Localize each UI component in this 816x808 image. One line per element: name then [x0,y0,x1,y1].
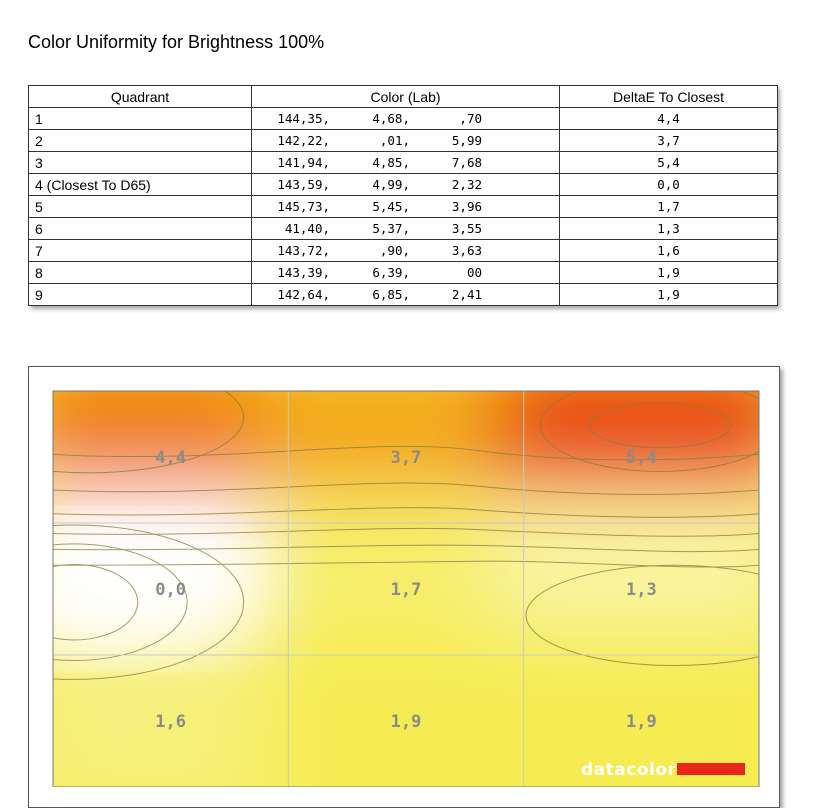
lab-a: 4,85, [372,155,410,170]
lab-a: 6,85, [372,287,410,302]
cell-value-label: 1,6 [155,712,187,732]
lab-b: 7,68 [451,155,482,170]
lab-l: 41,40, [284,221,330,236]
lab-b: 5,99 [451,133,482,148]
lab-l: 144,35, [277,111,330,126]
table-row [29,130,778,152]
lab-l: 141,94, [277,155,330,170]
lab-l: 143,39, [277,265,330,280]
color-lab-cell [252,108,560,130]
deltae-cell: 1,9 [560,284,778,306]
deltae-cell: 1,6 [560,240,778,262]
uniformity-chart-frame [28,366,780,808]
color-lab-cell [252,196,560,218]
lab-a: 5,37, [372,221,410,236]
lab-b: 00 [466,265,482,280]
cell-value-label: 1,7 [390,580,422,600]
lab-l: 142,64, [277,287,330,302]
deltae-cell: 1,7 [560,196,778,218]
color-lab-cell [252,174,560,196]
lab-b: 3,63 [451,243,482,258]
quadrant-cell: 5 [29,196,252,218]
cell-value-label: 3,7 [390,448,422,468]
deltae-cell: 0,0 [560,174,778,196]
quadrant-cell: 1 [29,108,252,130]
lab-a: 4,68, [372,111,410,126]
lab-b: ,70 [459,111,482,126]
cell-value-label: 4,4 [155,448,187,468]
cell-value-label: 1,9 [390,712,422,732]
color-lab-cell [252,240,560,262]
datacolor-logo-bar [677,763,745,775]
color-lab-cell [252,152,560,174]
color-lab-cell [252,130,560,152]
quadrant-cell: 8 [29,262,252,284]
quadrant-cell: 3 [29,152,252,174]
lab-a: ,01, [379,133,410,148]
lab-l: 145,73, [277,199,330,214]
header-quadrant: Quadrant [29,86,252,108]
lab-l: 143,59, [277,177,330,192]
color-lab-cell [252,284,560,306]
lab-a: 4,99, [372,177,410,192]
deltae-cell: 5,4 [560,152,778,174]
table-row [29,262,778,284]
table-row [29,218,778,240]
table-row [29,284,778,306]
uniformity-heatmap [29,367,779,787]
lab-b: 3,96 [451,199,482,214]
table-row [29,108,778,130]
lab-b: 2,32 [451,177,482,192]
cell-value-label: 1,9 [625,712,657,732]
cell-value-label: 5,4 [625,448,657,468]
quadrant-cell: 7 [29,240,252,262]
quadrant-cell: 2 [29,130,252,152]
lab-a: ,90, [379,243,410,258]
quadrant-cell: 9 [29,284,252,306]
lab-l: 143,72, [277,243,330,258]
quadrant-cell: 4 (Closest To D65) [29,174,252,196]
datacolor-logo-text: datacolor [581,760,677,780]
deltae-cell: 1,3 [560,218,778,240]
cell-value-label: 0,0 [155,580,187,600]
header-color-lab: Color (Lab) [252,86,560,108]
color-lab-cell [252,218,560,240]
table-row [29,196,778,218]
page-title: Color Uniformity for Brightness 100% [28,32,325,52]
lab-b: 3,55 [451,221,482,236]
quadrant-cell: 6 [29,218,252,240]
uniformity-table [28,85,777,306]
table-row [29,152,778,174]
table-row [29,174,778,196]
deltae-cell: 4,4 [560,108,778,130]
deltae-cell: 1,9 [560,262,778,284]
lab-l: 142,22, [277,133,330,148]
lab-a: 6,39, [372,265,410,280]
lab-b: 2,41 [451,287,482,302]
table-row [29,240,778,262]
cell-value-label: 1,3 [625,580,657,600]
deltae-cell: 3,7 [560,130,778,152]
header-deltae: DeltaE To Closest [560,86,778,108]
table-header-row [29,86,778,108]
lab-a: 5,45, [372,199,410,214]
color-lab-cell [252,262,560,284]
